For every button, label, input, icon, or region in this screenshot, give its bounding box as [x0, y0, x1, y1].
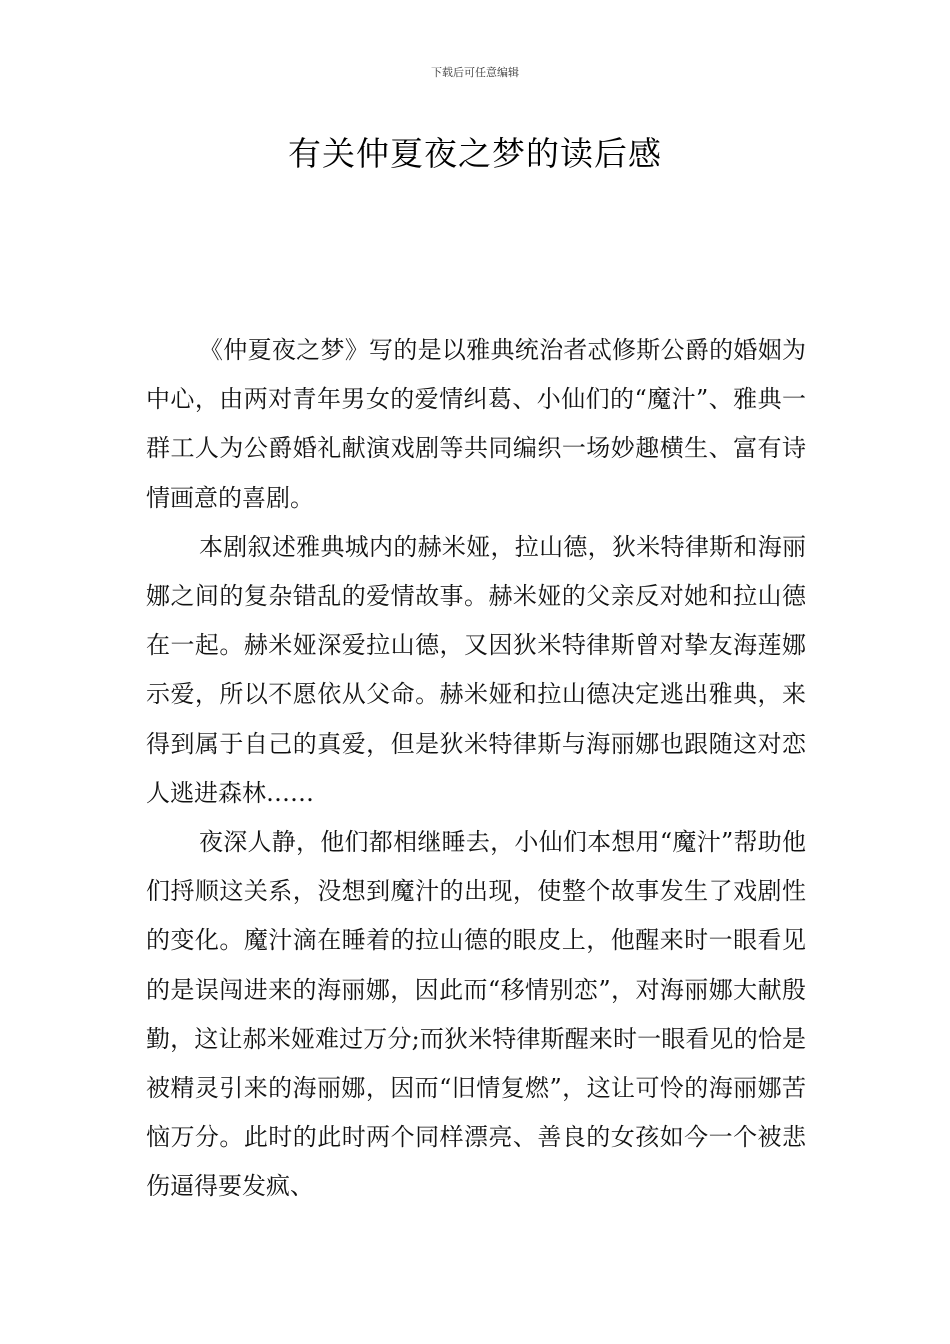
- paragraph-1: 《仲夏夜之梦》写的是以雅典统治者忒修斯公爵的婚姻为中心，由两对青年男女的爱情纠葛、小仙们的“魔汁”、雅典一群工人为公爵婚礼献演戏剧等共同编织一场妙趣横生、富有诗情画意的喜剧。: [146, 336, 806, 512]
- paragraph-2: 本剧叙述雅典城内的赫米娅，拉山德，狄米特律斯和海丽娜之间的复杂错乱的爱情故事。赫米娅的父亲反对她和拉山德在一起。赫米娅深爱拉山德，又因狄米特律斯曾对挚友海莲娜示爱，所以不愿依从父命。赫米娅和拉山德决定逃出雅典，来得到属于自己的真爱，但是狄米特律斯与海丽娜也跟随这对恋人逃进森林……: [146, 532, 806, 807]
- document-title: 有关仲夏夜之梦的读后感: [288, 134, 662, 173]
- header-note: 下载后可任意编辑: [431, 66, 519, 79]
- paragraph-3: 夜深人静，他们都相继睡去，小仙们本想用“魔汁”帮助他们捋顺这关系，没想到魔汁的出现，使整个故事发生了戏剧性的变化。魔汁滴在睡着的拉山德的眼皮上，他醒来时一眼看见的是误闯进来的海丽娜，因此而“移情别恋”，对海丽娜大献殷勤，这让郝米娅难过万分;而狄米特律斯醒来时一眼看见的恰是被精灵引来的海丽娜，因而“旧情复燃”，这让可怜的海丽娜苦恼万分。此时的此时两个同样漂亮、善良的女孩如今一个被悲伤逼得要发疯、: [146, 828, 806, 1201]
- document-body: [146, 326, 806, 1212]
